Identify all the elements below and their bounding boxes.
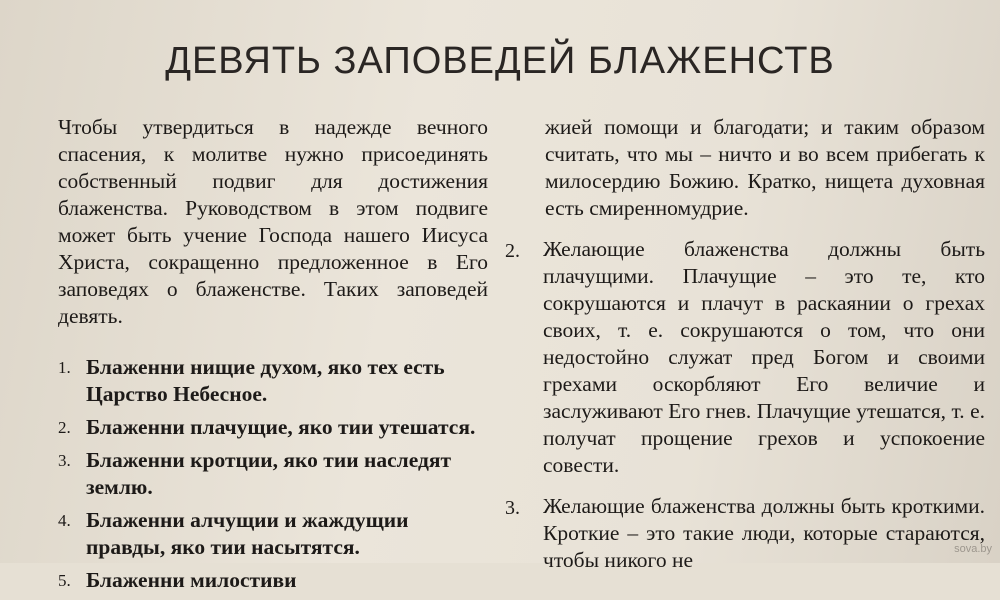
beatitude-item: [58, 414, 488, 441]
beatitude-item: [58, 354, 488, 408]
explanation-number: 3.: [505, 497, 520, 519]
beatitude-number: 4.: [58, 511, 71, 530]
intro-paragraph: Чтобы утвердиться в надежде вечного спасения, к молитве нужно присоединять собственный подвиг для достижения блаженства. Руководством в этом подвиге может быть учение Господа нашего Иисуса Христа, сокращенно предложенное в Его заповедях о блаженстве. Таких заповедей девять.: [58, 115, 488, 328]
beatitude-number: 1.: [58, 358, 71, 377]
page-title: ДЕВЯТЬ ЗАПОВЕДЕЙ БЛАЖЕНСТВ: [165, 40, 835, 82]
beatitude-item: [58, 567, 488, 594]
explanation-text: Желающие блаженства должны быть плачущими. Плачущие – это те, кто сокрушаются и плачут в раскаянии о грехах своих, т. е. сокрушаются о том, что они недостойно служат пред Богом и своими грехами оскорбляют Его величие и заслуживают Его гнев. Плачущие утешатся, т. е. получат прощение грехов и успокоение совести.: [543, 237, 985, 477]
beatitude-text: Блаженни алчущии и жаждущии правды, яко тии насытятся.: [86, 508, 409, 559]
right-column: [505, 114, 985, 588]
beatitude-number: 5.: [58, 571, 71, 590]
explanation-number: 2.: [505, 240, 520, 262]
beatitude-item: [58, 447, 488, 501]
beatitude-text: Блаженни плачущие, яко тии утешатся.: [86, 415, 476, 439]
continuation-paragraph: жией помощи и благодати; и таким образом считать, что мы – ничто и во всем прибегать к милосердию Божию. Кратко, нищета духовная есть смиренномудрие.: [545, 115, 985, 220]
beatitude-text: Блаженни нищие духом, яко тех есть Царство Небесное.: [86, 355, 445, 406]
beatitude-text: Блаженни милостиви: [86, 568, 297, 592]
explanation-text: Желающие блаженства должны быть кроткими. Кроткие – это такие люди, которые стараются, чтобы никого не: [543, 494, 985, 572]
explanation-item: [505, 236, 985, 479]
beatitude-item: [58, 507, 488, 561]
left-column: [58, 114, 488, 600]
watermark: sova.by: [954, 543, 992, 555]
beatitude-number: 3.: [58, 451, 71, 470]
beatitude-text: Блаженни кротции, яко тии наследят землю.: [86, 448, 452, 499]
beatitude-number: 2.: [58, 418, 71, 437]
explanation-item: [505, 493, 985, 574]
